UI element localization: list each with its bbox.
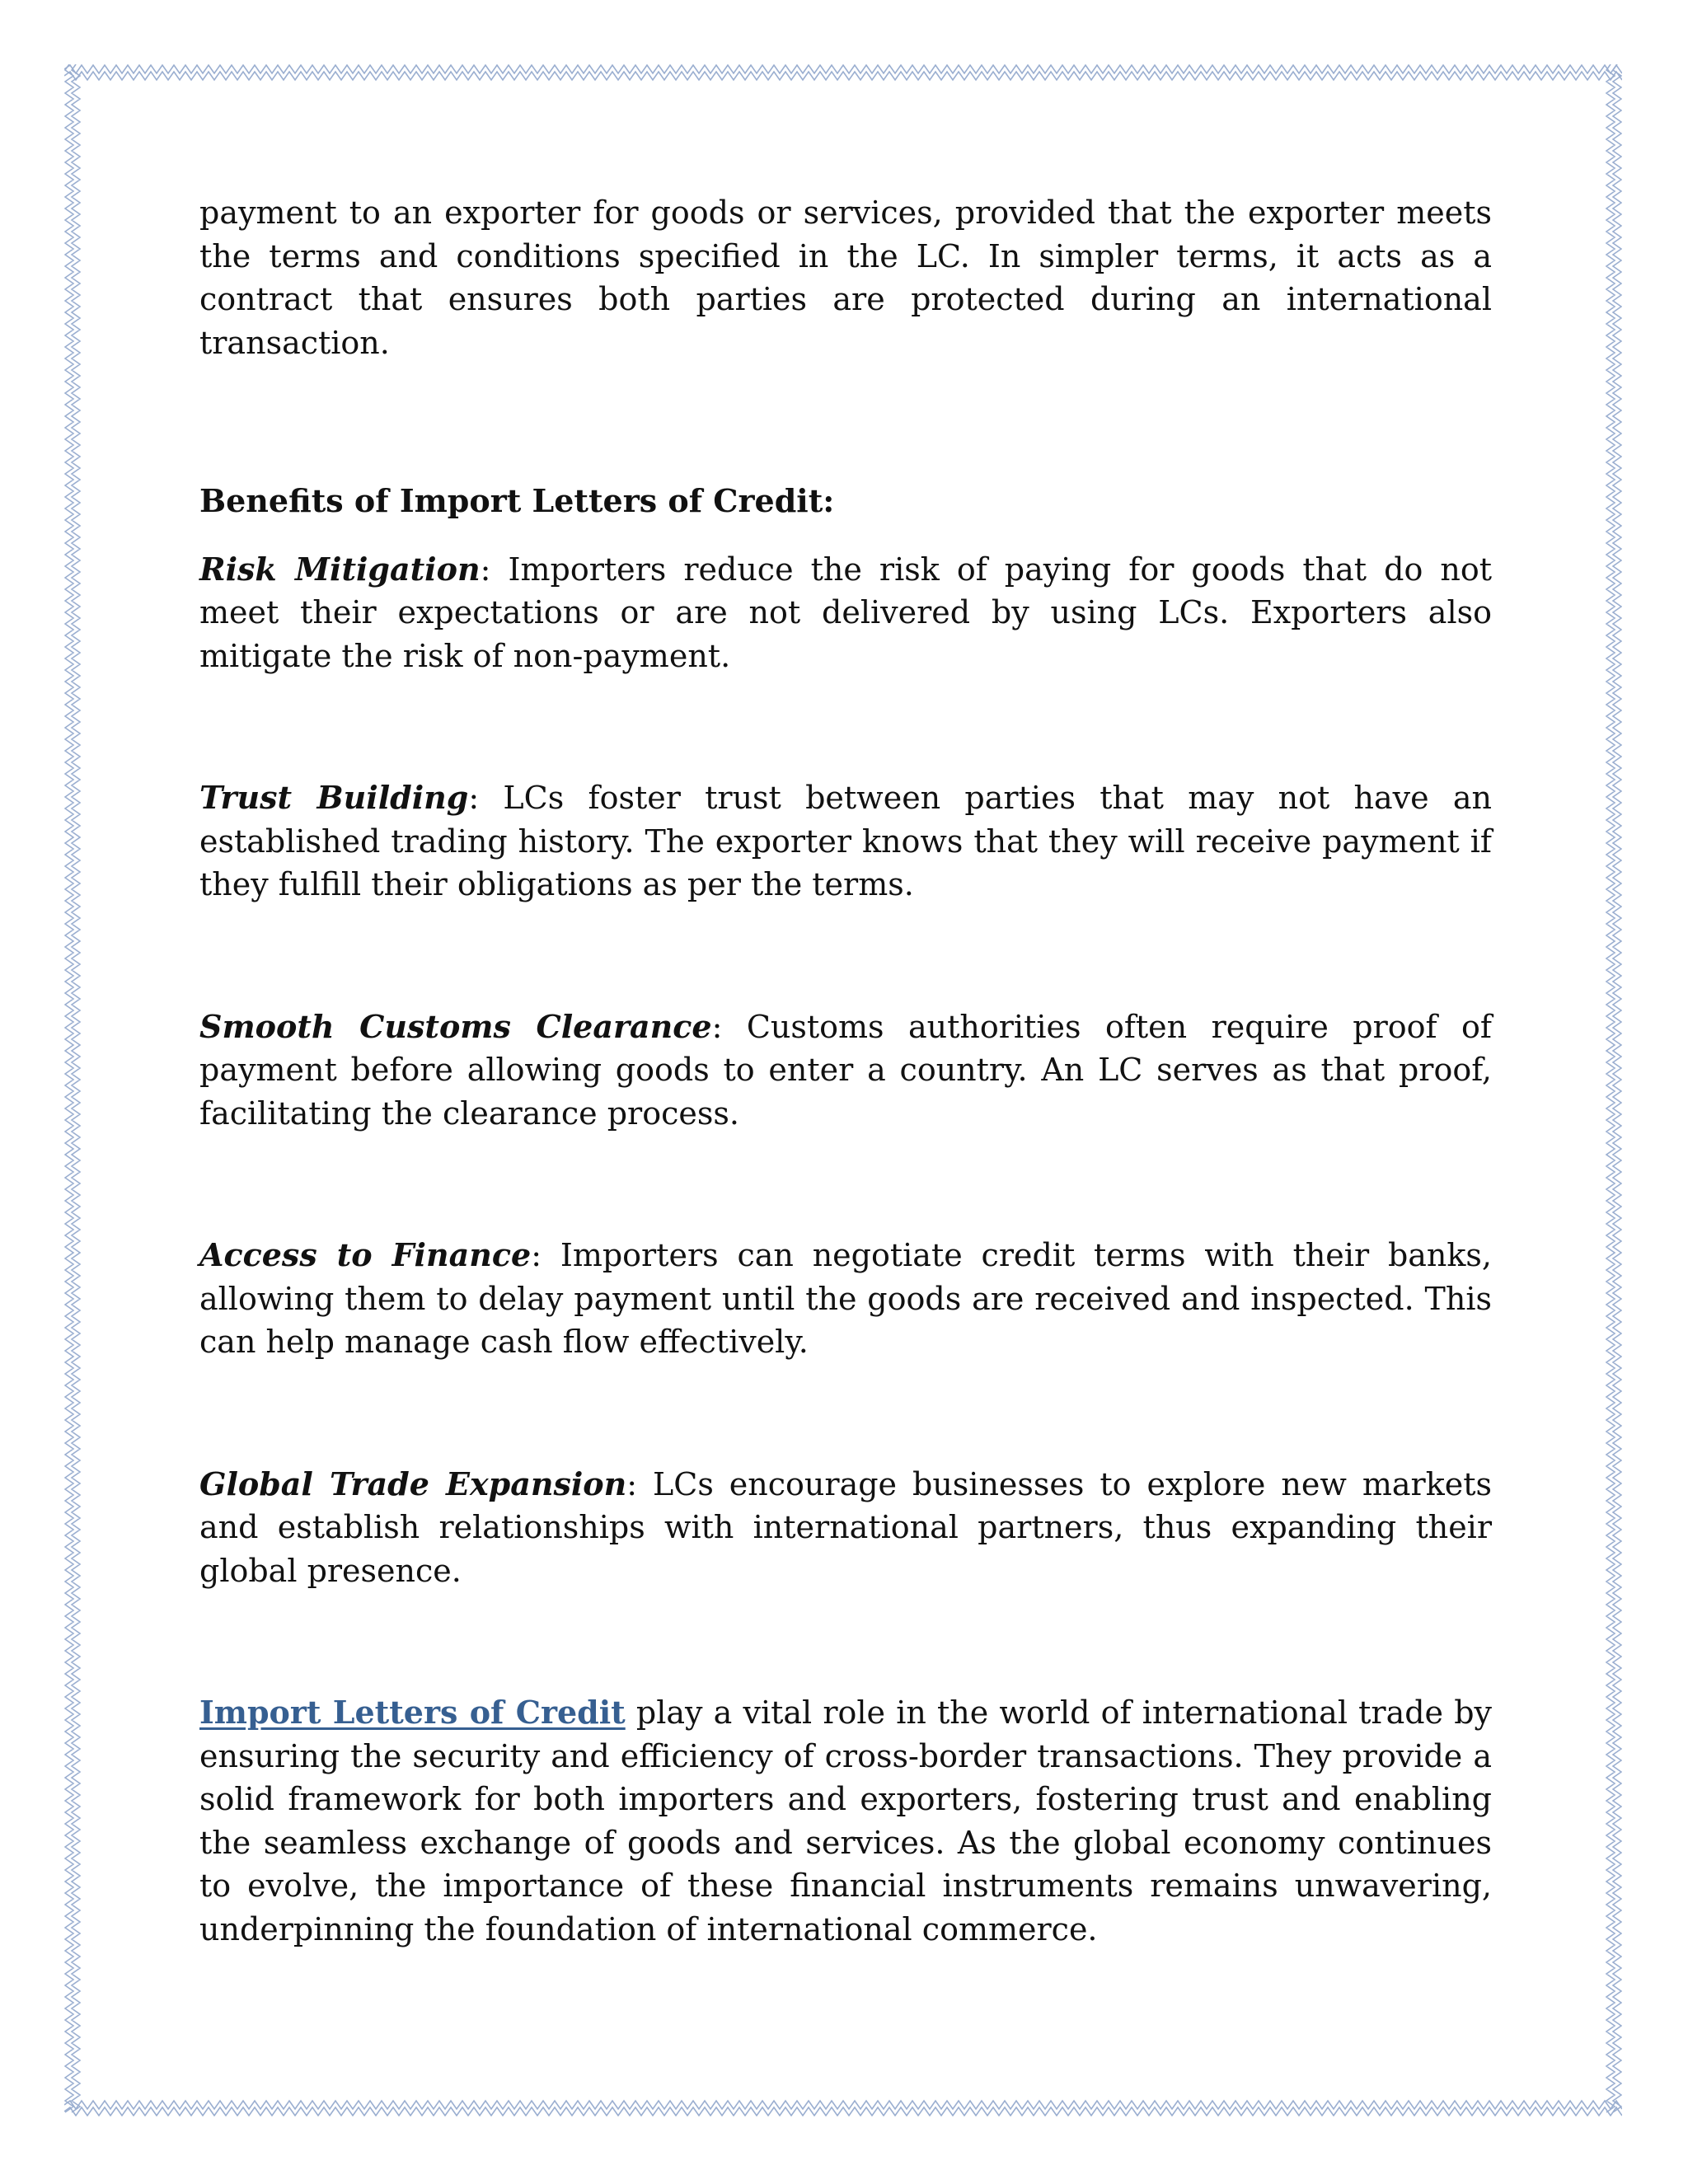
border-zigzag-line [64, 2107, 1622, 2116]
benefit-text: : LCs encourage businesses to explore new markets and establish relationships with international partners, thus expanding their global presence. [199, 1465, 1492, 1589]
benefit-text: : Customs authorities often require proof of payment before allowing goods to enter a country. An LC serves as that proof, facilitating the clearance process. [199, 1008, 1492, 1132]
border-zigzag-line [64, 72, 1622, 80]
benefit-access-to-finance [199, 1234, 1492, 1364]
conclusion-paragraph [199, 1691, 1492, 1951]
benefit-term: Smooth Customs Clearance [199, 1007, 712, 1045]
border-zigzag-line [65, 64, 73, 2112]
benefit-global-trade-expansion [199, 1463, 1492, 1593]
benefit-term: Access to Finance [199, 1236, 532, 1273]
benefits-heading: Benefits of Import Letters of Credit: [199, 482, 835, 519]
border-zigzag-line [72, 64, 80, 2112]
benefit-smooth-customs-clearance [199, 1005, 1492, 1136]
conclusion-text: play a vital role in the world of international trade by ensuring the security and efficiency of cross-border transactions. They provide a solid framework for both importers and exporters, fostering trust and enabling the seamless exchange of goods and services. As the global economy continues to evolve, the importance of these financial instruments remains unwavering, underpinning the foundation of international commerce. [199, 1694, 1492, 1947]
benefit-text: : Importers can negotiate credit terms with their banks, allowing them to delay payment until the goods are received and inspected. This can help manage cash flow effectively. [199, 1237, 1493, 1360]
benefit-term: Global Trade Expansion [199, 1465, 627, 1502]
benefit-text: : Importers reduce the risk of paying for goods that do not meet their expectations or are not delivered by using LCs. Exporters also mitigate the risk of non-payment. [199, 551, 1492, 674]
border-zigzag-line [1613, 64, 1621, 2112]
benefit-trust-building [199, 776, 1492, 907]
document-body [199, 191, 1492, 1951]
benefit-risk-mitigation [199, 548, 1492, 678]
import-letters-of-credit-link[interactable]: Import Letters of Credit [199, 1694, 626, 1731]
benefit-term: Trust Building [199, 779, 469, 816]
border-zigzag-line [1606, 64, 1615, 2112]
benefit-text: : LCs foster trust between parties that may not have an established trading history. The exporter knows that they will receive payment if they fulfill their obligations as per the terms. [199, 780, 1492, 902]
intro-paragraph: payment to an exporter for goods or services, provided that the exporter meets the terms and conditions specified in the LC. In simpler terms, it acts as a contract that ensures both parties are protected during an international transaction. [199, 194, 1492, 361]
benefit-term: Risk Mitigation [199, 550, 481, 588]
